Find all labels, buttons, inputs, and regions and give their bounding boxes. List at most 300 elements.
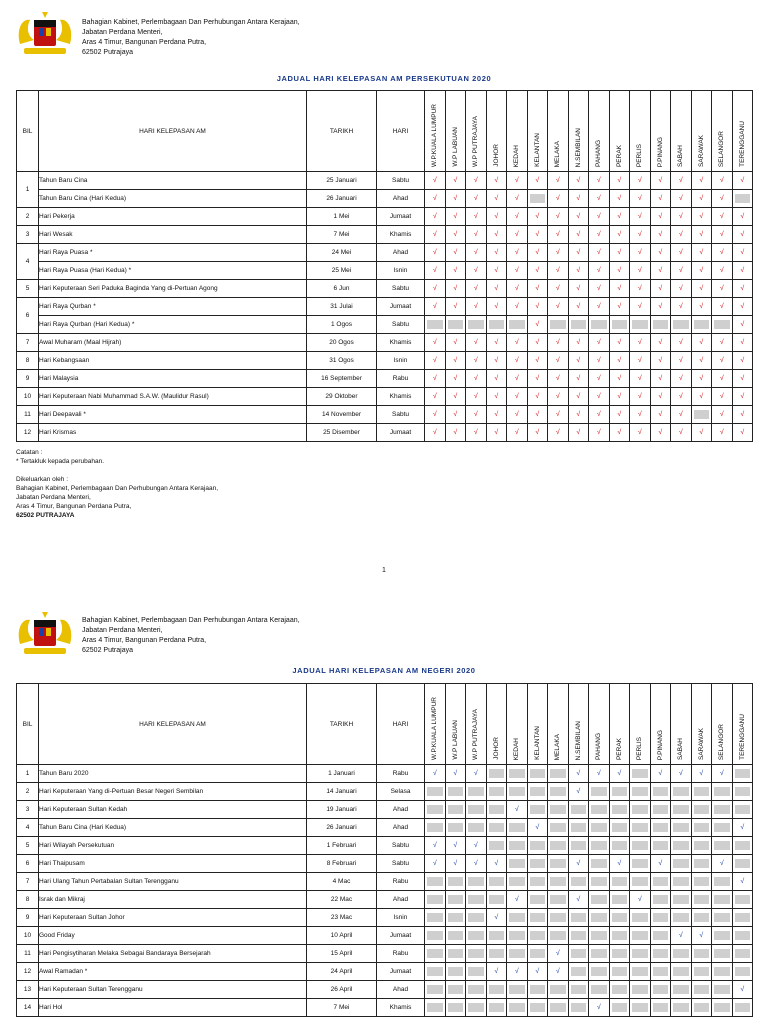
not-applicable-shade [591,841,607,850]
state-mark-cell [425,981,446,999]
not-applicable-shade [673,841,689,850]
state-mark-cell [712,262,733,280]
not-applicable-shade [653,841,669,850]
state-mark-cell [691,945,712,963]
state-mark-cell [507,873,528,891]
state-mark-cell [466,927,487,945]
state-mark-cell [548,927,569,945]
table-row [17,280,753,298]
row-number: 11 [17,945,39,963]
check-mark-icon: √ [453,375,458,382]
state-mark-cell [630,244,651,262]
check-mark-icon: √ [555,393,560,400]
check-mark-icon: √ [453,177,458,184]
state-name: SARAWAK [697,727,705,760]
state-mark-cell [486,334,507,352]
state-mark-cell [630,837,651,855]
state-mark-cell [589,873,610,891]
check-mark-icon: √ [699,375,704,382]
not-applicable-shade [468,913,484,922]
state-mark-cell [425,873,446,891]
check-mark-icon: √ [432,842,437,849]
not-applicable-shade [448,877,464,886]
state-mark-cell [589,837,610,855]
holiday-day: Ahad [377,190,425,208]
state-mark-cell [548,190,569,208]
holiday-day: Rabu [377,873,425,891]
state-mark-cell [650,855,671,873]
check-mark-icon: √ [535,285,540,292]
state-mark-cell [671,891,692,909]
not-applicable-shade [550,985,566,994]
holiday-day: Jumaat [377,963,425,981]
check-mark-icon: √ [658,411,663,418]
state-column-header [712,684,733,765]
state-mark-cell [671,945,692,963]
row-number: 12 [17,963,39,981]
table-row [17,783,753,801]
check-mark-icon: √ [719,393,724,400]
state-mark-cell [486,226,507,244]
state-mark-cell [732,945,753,963]
state-mark-cell [568,262,589,280]
state-mark-cell [732,406,753,424]
check-mark-icon: √ [535,375,540,382]
state-mark-cell [507,855,528,873]
state-mark-cell [732,388,753,406]
check-mark-icon: √ [576,770,581,777]
check-mark-icon: √ [678,285,683,292]
row-number: 3 [17,226,39,244]
not-applicable-shade [735,194,751,203]
row-number: 12 [17,424,39,442]
not-applicable-shade [550,320,566,329]
state-mark-cell [548,370,569,388]
state-mark-cell [548,981,569,999]
not-applicable-shade [530,913,546,922]
check-mark-icon: √ [555,968,560,975]
check-mark-icon: √ [678,231,683,238]
state-mark-cell [630,945,651,963]
check-mark-icon: √ [617,285,622,292]
check-mark-icon: √ [453,411,458,418]
address-line: Aras 4 Timur, Bangunan Perdana Putra, [82,637,207,644]
check-mark-icon: √ [514,806,519,813]
issued-line: Jabatan Perdana Menteri, [16,494,91,501]
not-applicable-shade [735,913,751,922]
state-mark-cell [548,945,569,963]
state-column-header [486,91,507,172]
state-mark-cell [691,208,712,226]
state-column-header [609,91,630,172]
table-row [17,765,753,783]
holiday-date: 4 Mac [307,873,377,891]
table-header-row [17,91,753,172]
state-column-header [425,684,446,765]
state-name: W.P PUTRAJAYA [472,116,480,167]
not-applicable-shade [448,823,464,832]
not-applicable-shade [714,320,730,329]
state-mark-cell [609,783,630,801]
state-mark-cell [466,208,487,226]
holiday-name: Hari Deepavali * [39,406,307,424]
state-mark-cell [630,801,651,819]
state-name: W.P PUTRAJAYA [472,709,480,760]
not-applicable-shade [489,931,505,940]
not-applicable-shade [468,985,484,994]
check-mark-icon: √ [514,195,519,202]
not-applicable-shade [694,967,710,976]
check-mark-icon: √ [740,213,745,220]
state-name: N.SEMBILAN [574,127,582,167]
not-applicable-shade [694,913,710,922]
state-mark-cell [507,945,528,963]
check-mark-icon: √ [596,1004,601,1011]
state-mark-cell [671,424,692,442]
check-mark-icon: √ [678,213,683,220]
state-mark-cell [527,226,548,244]
check-mark-icon: √ [453,285,458,292]
not-applicable-shade [714,805,730,814]
state-column-header [609,684,630,765]
check-mark-icon: √ [473,393,478,400]
holiday-name: Hari Malaysia [39,370,307,388]
state-mark-cell [486,909,507,927]
holiday-date: 14 Januari [307,783,377,801]
state-mark-cell [548,406,569,424]
holiday-name: Awal Ramadan * [39,963,307,981]
state-mark-cell [691,909,712,927]
state-mark-cell [507,783,528,801]
check-mark-icon: √ [637,393,642,400]
check-mark-icon: √ [576,267,581,274]
state-mark-cell [507,352,528,370]
state-mark-cell [630,783,651,801]
state-mark-cell [445,208,466,226]
state-name: MELAKA [554,733,562,760]
state-mark-cell [486,963,507,981]
not-applicable-shade [612,823,628,832]
state-mark-cell [568,244,589,262]
check-mark-icon: √ [617,357,622,364]
holiday-date: 8 Februari [307,855,377,873]
state-mark-cell [589,244,610,262]
check-mark-icon: √ [494,375,499,382]
check-mark-icon: √ [740,393,745,400]
state-mark-cell [548,298,569,316]
check-mark-icon: √ [576,411,581,418]
check-mark-icon: √ [699,267,704,274]
not-applicable-shade [735,1003,751,1012]
state-mark-cell [589,981,610,999]
date-header: TARIKH [307,684,377,765]
state-mark-cell [630,963,651,981]
holiday-day: Ahad [377,244,425,262]
state-mark-cell [445,424,466,442]
not-applicable-shade [489,949,505,958]
check-mark-icon: √ [596,375,601,382]
state-mark-cell [609,945,630,963]
not-applicable-shade [632,787,648,796]
state-mark-cell [445,855,466,873]
check-mark-icon: √ [514,357,519,364]
not-applicable-shade [714,931,730,940]
check-mark-icon: √ [576,213,581,220]
not-applicable-shade [591,931,607,940]
check-mark-icon: √ [514,411,519,418]
row-number: 6 [17,298,39,334]
check-mark-icon: √ [740,177,745,184]
state-mark-cell [650,334,671,352]
check-mark-icon: √ [596,429,601,436]
check-mark-icon: √ [699,932,704,939]
state-mark-cell [527,406,548,424]
state-mark-cell [691,388,712,406]
check-mark-icon: √ [494,393,499,400]
state-mark-cell [466,819,487,837]
check-mark-icon: √ [719,285,724,292]
check-mark-icon: √ [719,195,724,202]
state-mark-cell [650,262,671,280]
state-mark-cell [589,190,610,208]
not-applicable-shade [571,967,587,976]
check-mark-icon: √ [535,968,540,975]
state-mark-cell [527,190,548,208]
state-name: PAHANG [595,733,603,760]
check-mark-icon: √ [535,393,540,400]
state-mark-cell [425,891,446,909]
state-mark-cell [712,783,733,801]
state-name: PERLIS [636,143,644,167]
check-mark-icon: √ [494,339,499,346]
address-line: Jabatan Perdana Menteri, [82,29,163,36]
state-mark-cell [425,316,446,334]
state-mark-cell [548,262,569,280]
check-mark-icon: √ [596,177,601,184]
check-mark-icon: √ [453,267,458,274]
check-mark-icon: √ [637,411,642,418]
holiday-name: Hari Pengisytiharan Melaka Sebagai Bandaraya Bersejarah [39,945,307,963]
state-column-header [568,91,589,172]
holiday-day: Khamis [377,999,425,1017]
check-mark-icon: √ [473,231,478,238]
state-name: P.PINANG [656,729,664,760]
state-mark-cell [589,891,610,909]
state-name: KELANTAN [533,133,541,167]
holiday-date: 1 Februari [307,837,377,855]
check-mark-icon: √ [658,375,663,382]
state-mark-cell [589,999,610,1017]
not-applicable-shade [612,320,628,329]
holiday-day: Ahad [377,981,425,999]
not-applicable-shade [612,805,628,814]
holiday-day: Khamis [377,388,425,406]
not-applicable-shade [571,877,587,886]
table-row [17,909,753,927]
check-mark-icon: √ [514,303,519,310]
not-applicable-shade [612,1003,628,1012]
not-applicable-shade [653,787,669,796]
state-mark-cell [486,945,507,963]
state-mark-cell [425,244,446,262]
holiday-day: Sabtu [377,855,425,873]
check-mark-icon: √ [658,339,663,346]
table-row [17,801,753,819]
row-number: 4 [17,819,39,837]
state-mark-cell [650,424,671,442]
check-mark-icon: √ [740,411,745,418]
state-mark-cell [548,316,569,334]
state-mark-cell [507,909,528,927]
not-applicable-shade [694,895,710,904]
not-applicable-shade [653,877,669,886]
state-name: PERLIS [636,736,644,760]
state-mark-cell [445,298,466,316]
not-applicable-shade [427,877,443,886]
check-mark-icon: √ [555,411,560,418]
state-mark-cell [425,765,446,783]
check-mark-icon: √ [658,770,663,777]
state-mark-cell [712,226,733,244]
state-mark-cell [609,208,630,226]
not-applicable-shade [632,985,648,994]
state-mark-cell [445,945,466,963]
state-mark-cell [425,190,446,208]
state-mark-cell [630,999,651,1017]
holiday-name: Tahun Baru Cina (Hari Kedua) [39,190,307,208]
check-mark-icon: √ [617,339,622,346]
state-mark-cell [630,298,651,316]
check-mark-icon: √ [576,195,581,202]
not-applicable-shade [673,877,689,886]
state-mark-cell [445,981,466,999]
check-mark-icon: √ [555,339,560,346]
row-number: 3 [17,801,39,819]
state-mark-cell [691,999,712,1017]
holiday-date: 26 Januari [307,190,377,208]
state-mark-cell [650,873,671,891]
state-mark-cell [650,226,671,244]
state-mark-cell [486,388,507,406]
not-applicable-shade [673,823,689,832]
state-mark-cell [712,334,733,352]
not-applicable-shade [427,913,443,922]
check-mark-icon: √ [637,249,642,256]
check-mark-icon: √ [617,177,622,184]
state-mark-cell [527,909,548,927]
state-mark-cell [486,999,507,1017]
state-mark-cell [671,334,692,352]
not-applicable-shade [694,1003,710,1012]
state-mark-cell [589,262,610,280]
state-mark-cell [609,927,630,945]
state-mark-cell [568,855,589,873]
row-number: 14 [17,999,39,1017]
state-mark-cell [466,801,487,819]
not-applicable-shade [468,1003,484,1012]
state-mark-cell [589,172,610,190]
state-mark-cell [650,927,671,945]
check-mark-icon: √ [637,285,642,292]
check-mark-icon: √ [494,968,499,975]
state-mark-cell [445,334,466,352]
not-applicable-shade [632,913,648,922]
check-mark-icon: √ [494,177,499,184]
state-mark-cell [568,819,589,837]
table-row [17,999,753,1017]
check-mark-icon: √ [740,824,745,831]
state-mark-cell [671,873,692,891]
not-applicable-shade [632,931,648,940]
not-applicable-shade [714,913,730,922]
state-mark-cell [445,190,466,208]
not-applicable-shade [489,895,505,904]
state-name: W.P.KUALA LUMPUR [431,103,439,167]
state-mark-cell [568,208,589,226]
row-number: 9 [17,909,39,927]
check-mark-icon: √ [555,267,560,274]
row-number: 2 [17,783,39,801]
state-mark-cell [527,334,548,352]
date-header: TARIKH [307,91,377,172]
not-applicable-shade [673,985,689,994]
check-mark-icon: √ [432,213,437,220]
state-mark-cell [712,927,733,945]
state-mark-cell [548,226,569,244]
check-mark-icon: √ [494,411,499,418]
state-mark-cell [671,765,692,783]
state-mark-cell [425,927,446,945]
state-column-header [732,684,753,765]
check-mark-icon: √ [678,339,683,346]
state-mark-cell [568,316,589,334]
not-applicable-shade [550,859,566,868]
state-mark-cell [425,837,446,855]
state-mark-cell [650,316,671,334]
state-mark-cell [466,298,487,316]
row-number: 8 [17,891,39,909]
state-mark-cell [507,927,528,945]
state-mark-cell [671,406,692,424]
check-mark-icon: √ [637,177,642,184]
state-mark-cell [568,765,589,783]
state-name: MELAKA [554,140,562,167]
state-column-header [650,91,671,172]
state-mark-cell [486,262,507,280]
state-mark-cell [445,244,466,262]
not-applicable-shade [673,1003,689,1012]
state-mark-cell [568,352,589,370]
check-mark-icon: √ [514,339,519,346]
row-number: 5 [17,837,39,855]
check-mark-icon: √ [535,267,540,274]
check-mark-icon: √ [514,249,519,256]
holiday-date: 14 November [307,406,377,424]
check-mark-icon: √ [699,249,704,256]
not-applicable-shade [489,787,505,796]
state-name: P.PINANG [656,136,664,167]
check-mark-icon: √ [678,195,683,202]
state-mark-cell [691,370,712,388]
not-applicable-shade [427,949,443,958]
state-mark-cell [507,388,528,406]
state-mark-cell [732,873,753,891]
state-mark-cell [671,927,692,945]
not-applicable-shade [735,769,751,778]
check-mark-icon: √ [432,267,437,274]
state-mark-cell [548,891,569,909]
check-mark-icon: √ [699,339,704,346]
